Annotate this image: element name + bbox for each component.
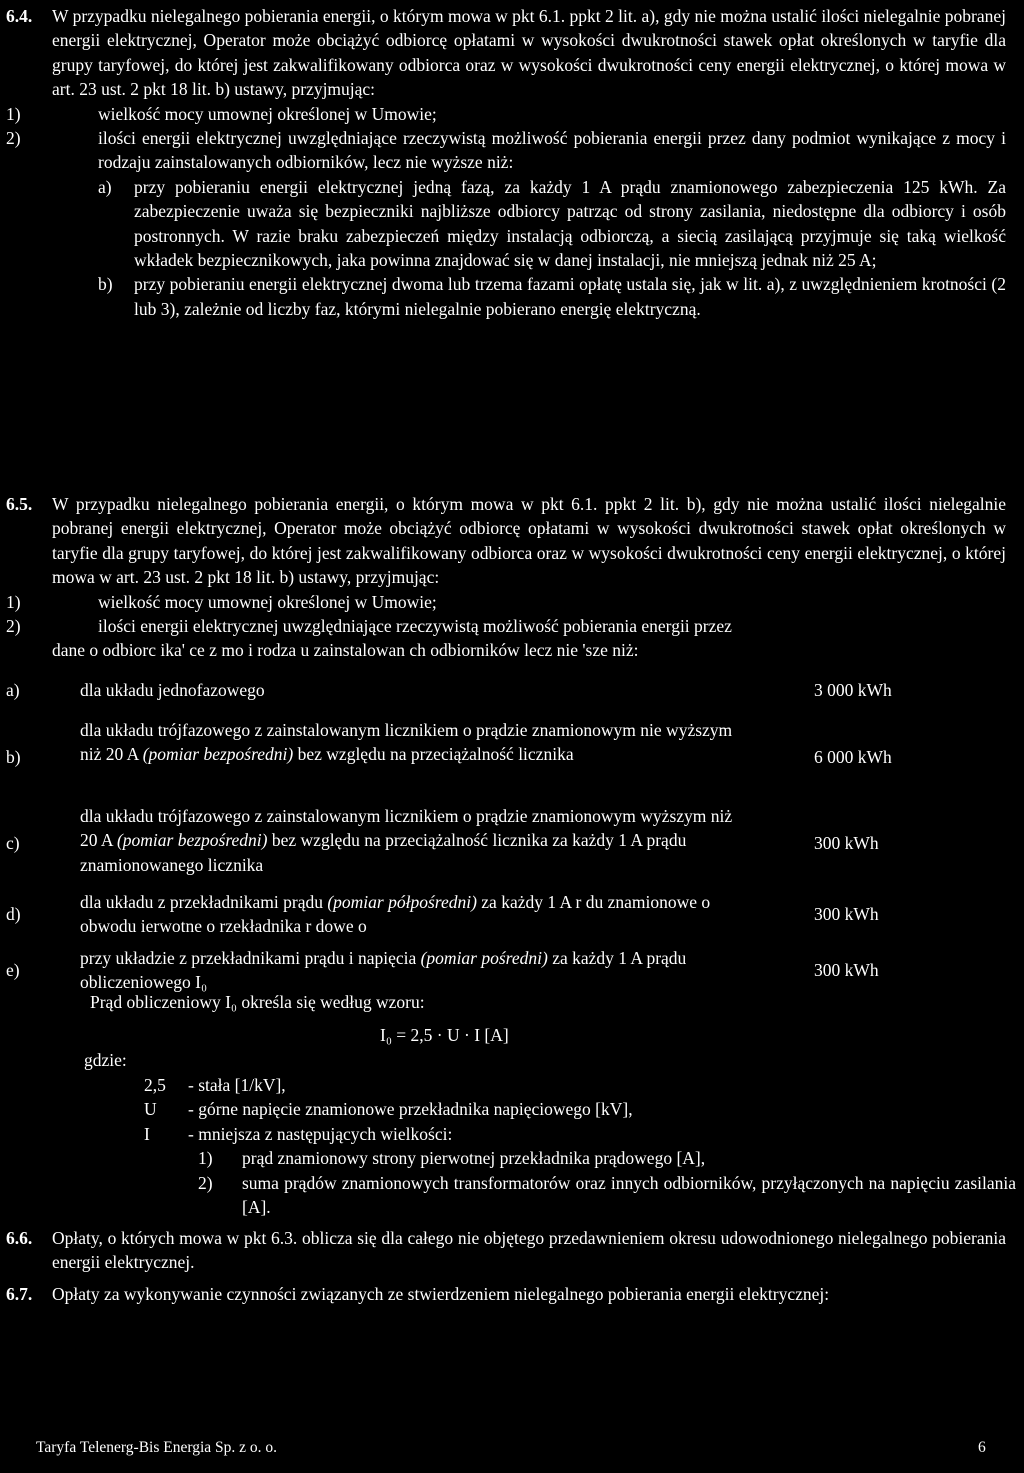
row-description: dla układu trójfazowego z zainstalowanym licznikiem o prądzie znamionowym wyższym niż 20 A (pomiar bezpośredni) bez względu na przeciążalność licznika za każdy 1 A prądu znamionowanego licznika [80, 806, 733, 875]
legend-row [6, 1097, 1016, 1121]
sub-item [98, 175, 1006, 273]
sub-item-marker: a) [98, 176, 112, 197]
section-number: 6.7. [6, 1284, 33, 1304]
legend-sub-item [6, 1146, 1016, 1170]
list-item [6, 614, 1006, 638]
row-letter: b) [6, 747, 21, 767]
section-intro: W przypadku nielegalnego pobierania energii, o którym mowa w pkt 6.1. ppkt 2 lit. b), gdy nie można ustalić ilości nielegalnie pobranej energii elektrycznej, Operator może obciążyć odbiorcę opłatami w wysokości dwukrotności stawek opłat określonych w taryfie dla grupy taryfowej, do której jest zakwalifikowany odbiorca oraz w wysokości dwukrotności ceny energii elektrycznej, o której mowa w art. 23 ust. 2 pkt 18 lit. b) ustawy, przyjmując: [52, 494, 1006, 588]
limits-table [6, 678, 1016, 1000]
section-6-6 [6, 1226, 1006, 1275]
legend-symbol: I [144, 1123, 150, 1144]
footer-document-title: Taryfa Telenerg-Bis Energia Sp. z o. o. [36, 1439, 278, 1456]
item-marker: 1) [6, 103, 21, 124]
item-text: wielkość mocy umownej określonej w Umowie; [98, 103, 437, 124]
legend-text: - stała [1/kV], [188, 1075, 286, 1095]
sub-item [98, 272, 1006, 321]
section-text: Opłaty, o których mowa w pkt 6.3. oblicza się dla całego nie objętego przedawnieniem okresu udowodnionego nielegalnego pobierania energii elektrycznej. [52, 1228, 1006, 1273]
item-text: ilości energii elektrycznej uwzględniające rzeczywistą możliwość pobierania energii przez [98, 616, 732, 637]
section-intro: W przypadku nielegalnego pobierania energii, o którym mowa w pkt 6.1. ppkt 2 lit. a), gdy nie można ustalić ilości nielegalnie pobranej energii elektrycznej, Operator może obciążyć odbiorcę opłatami w wysokości dwukrotności stawek opłat określonych w taryfie dla grupy taryfowej, do której jest zakwalifikowany odbiorca oraz w wysokości dwukrotności ceny energii elektrycznej, o której mowa w art. 23 ust. 2 pkt 18 lit. b) ustawy, przyjmując: [52, 6, 1006, 100]
section-6-5 [6, 492, 1006, 663]
item-text: ilości energii elektrycznej uwzględniające rzeczywistą możliwość pobierania energii przez dany podmiot wynikające z mocy i rodzaju zainstalowanych odbiorników, lecz nie wyższe niż: [98, 128, 1006, 173]
section-6-4 [6, 4, 1006, 321]
legend-symbol: 2,5 [144, 1075, 166, 1095]
item-text-continuation: dane o odbiorc ika' ce z mo i rodza u zainstalowan ch odbiorników lecz nie 'sze niż: [52, 640, 639, 661]
item-marker: 1) [6, 591, 21, 612]
sub-item-text: przy pobieraniu energii elektrycznej dwoma lub trzema fazami opłatę ustala się, jak w lit. a), z uwzględnieniem krotności (2 lub 3), zależnie od liczby faz, którymi nielegalnie pobierano energię elektryczną. [134, 274, 1006, 319]
row-value: 3 000 kWh [814, 680, 892, 700]
list-item [6, 590, 1006, 614]
row-value: 300 kWh [814, 833, 879, 853]
table-row [6, 678, 1016, 718]
legend-sub-text: suma prądów znamionowych transformatorów oraz innych odbiorników, przyłączonych na napięciu zasilania [A]. [242, 1172, 1016, 1217]
row-description: dla układu z przekładnikami prądu (pomiar półpośredni) za każdy 1 A r du znamionowe o obwodu ierwotne o rzekładnika r dowe o [80, 892, 711, 937]
item-marker: 2) [6, 128, 21, 149]
legend-sub-item [6, 1171, 1016, 1220]
row-description: dla układu jednofazowego [80, 680, 265, 700]
legend-sub-text: prąd znamionowy strony pierwotnej przekładnika prądowego [A], [242, 1148, 706, 1169]
sub-item-text: przy pobieraniu energii elektrycznej jedną fazą, za każdy 1 A prądu znamionowego zabezpieczenia 125 kWh. Za zabezpieczenie uważa się bezpieczniki najbliższe odbiorcy patrząc od strony zasilania, niedostępne dla odbiorcy i osób postronnych. W razie braku zabezpieczeń między instalacją odbiorczą, a siecią zasilającą przyjmuje się taką wielkość wkładek bezpiecznikowych, jaka powinna znajdować się w danej instalacji, nie mniejszą jednak niż 25 A; [134, 176, 1006, 271]
formula-legend [6, 1073, 1016, 1219]
table-row [6, 804, 1016, 890]
formula-intro: Prąd obliczeniowy I₀ określa się według wzoru: [90, 992, 425, 1012]
row-value: 300 kWh [814, 960, 879, 980]
list-item [6, 126, 1006, 175]
legend-row [6, 1073, 1016, 1097]
row-letter: e) [6, 960, 20, 980]
row-letter: d) [6, 904, 21, 924]
legend-sub-marker: 2) [198, 1172, 213, 1193]
row-letter: c) [6, 833, 20, 853]
table-row [6, 890, 1016, 946]
row-description: przy układzie z przekładnikami prądu i napięcia (pomiar pośredni) za każdy 1 A prądu obliczeniowego I₀ [80, 948, 687, 993]
legend-symbol: U [144, 1099, 157, 1120]
section-6-7 [6, 1282, 1006, 1306]
page-number: 6 [978, 1439, 986, 1456]
row-value: 300 kWh [814, 904, 879, 924]
table-row [6, 718, 1016, 804]
row-value: 6 000 kWh [814, 747, 892, 767]
legend-row [6, 1122, 1016, 1146]
section-number: 6.4. [6, 6, 33, 26]
item-marker: 2) [6, 616, 21, 637]
legend-text: - mniejsza z następujących wielkości: [188, 1123, 453, 1144]
sub-item-marker: b) [98, 274, 113, 295]
formula-where: gdzie: [84, 1050, 127, 1070]
section-text: Opłaty za wykonywanie czynności związanych ze stwierdzeniem nielegalnego pobierania energii elektrycznej: [52, 1284, 830, 1304]
item-text: wielkość mocy umownej określonej w Umowie; [98, 591, 437, 612]
section-number: 6.5. [6, 494, 33, 514]
section-number: 6.6. [6, 1228, 33, 1248]
row-letter: a) [6, 680, 20, 700]
legend-text: - górne napięcie znamionowe przekładnika napięciowego [kV], [188, 1099, 633, 1120]
row-description: dla układu trójfazowego z zainstalowanym licznikiem o prądzie znamionowym nie wyższym niż 20 A (pomiar bezpośredni) bez względu na przeciążalność licznika [80, 720, 733, 765]
formula-equation: I₀ = 2,5 · U · I [A] [380, 1025, 509, 1045]
list-item [6, 102, 1006, 126]
legend-sub-marker: 1) [198, 1148, 213, 1169]
